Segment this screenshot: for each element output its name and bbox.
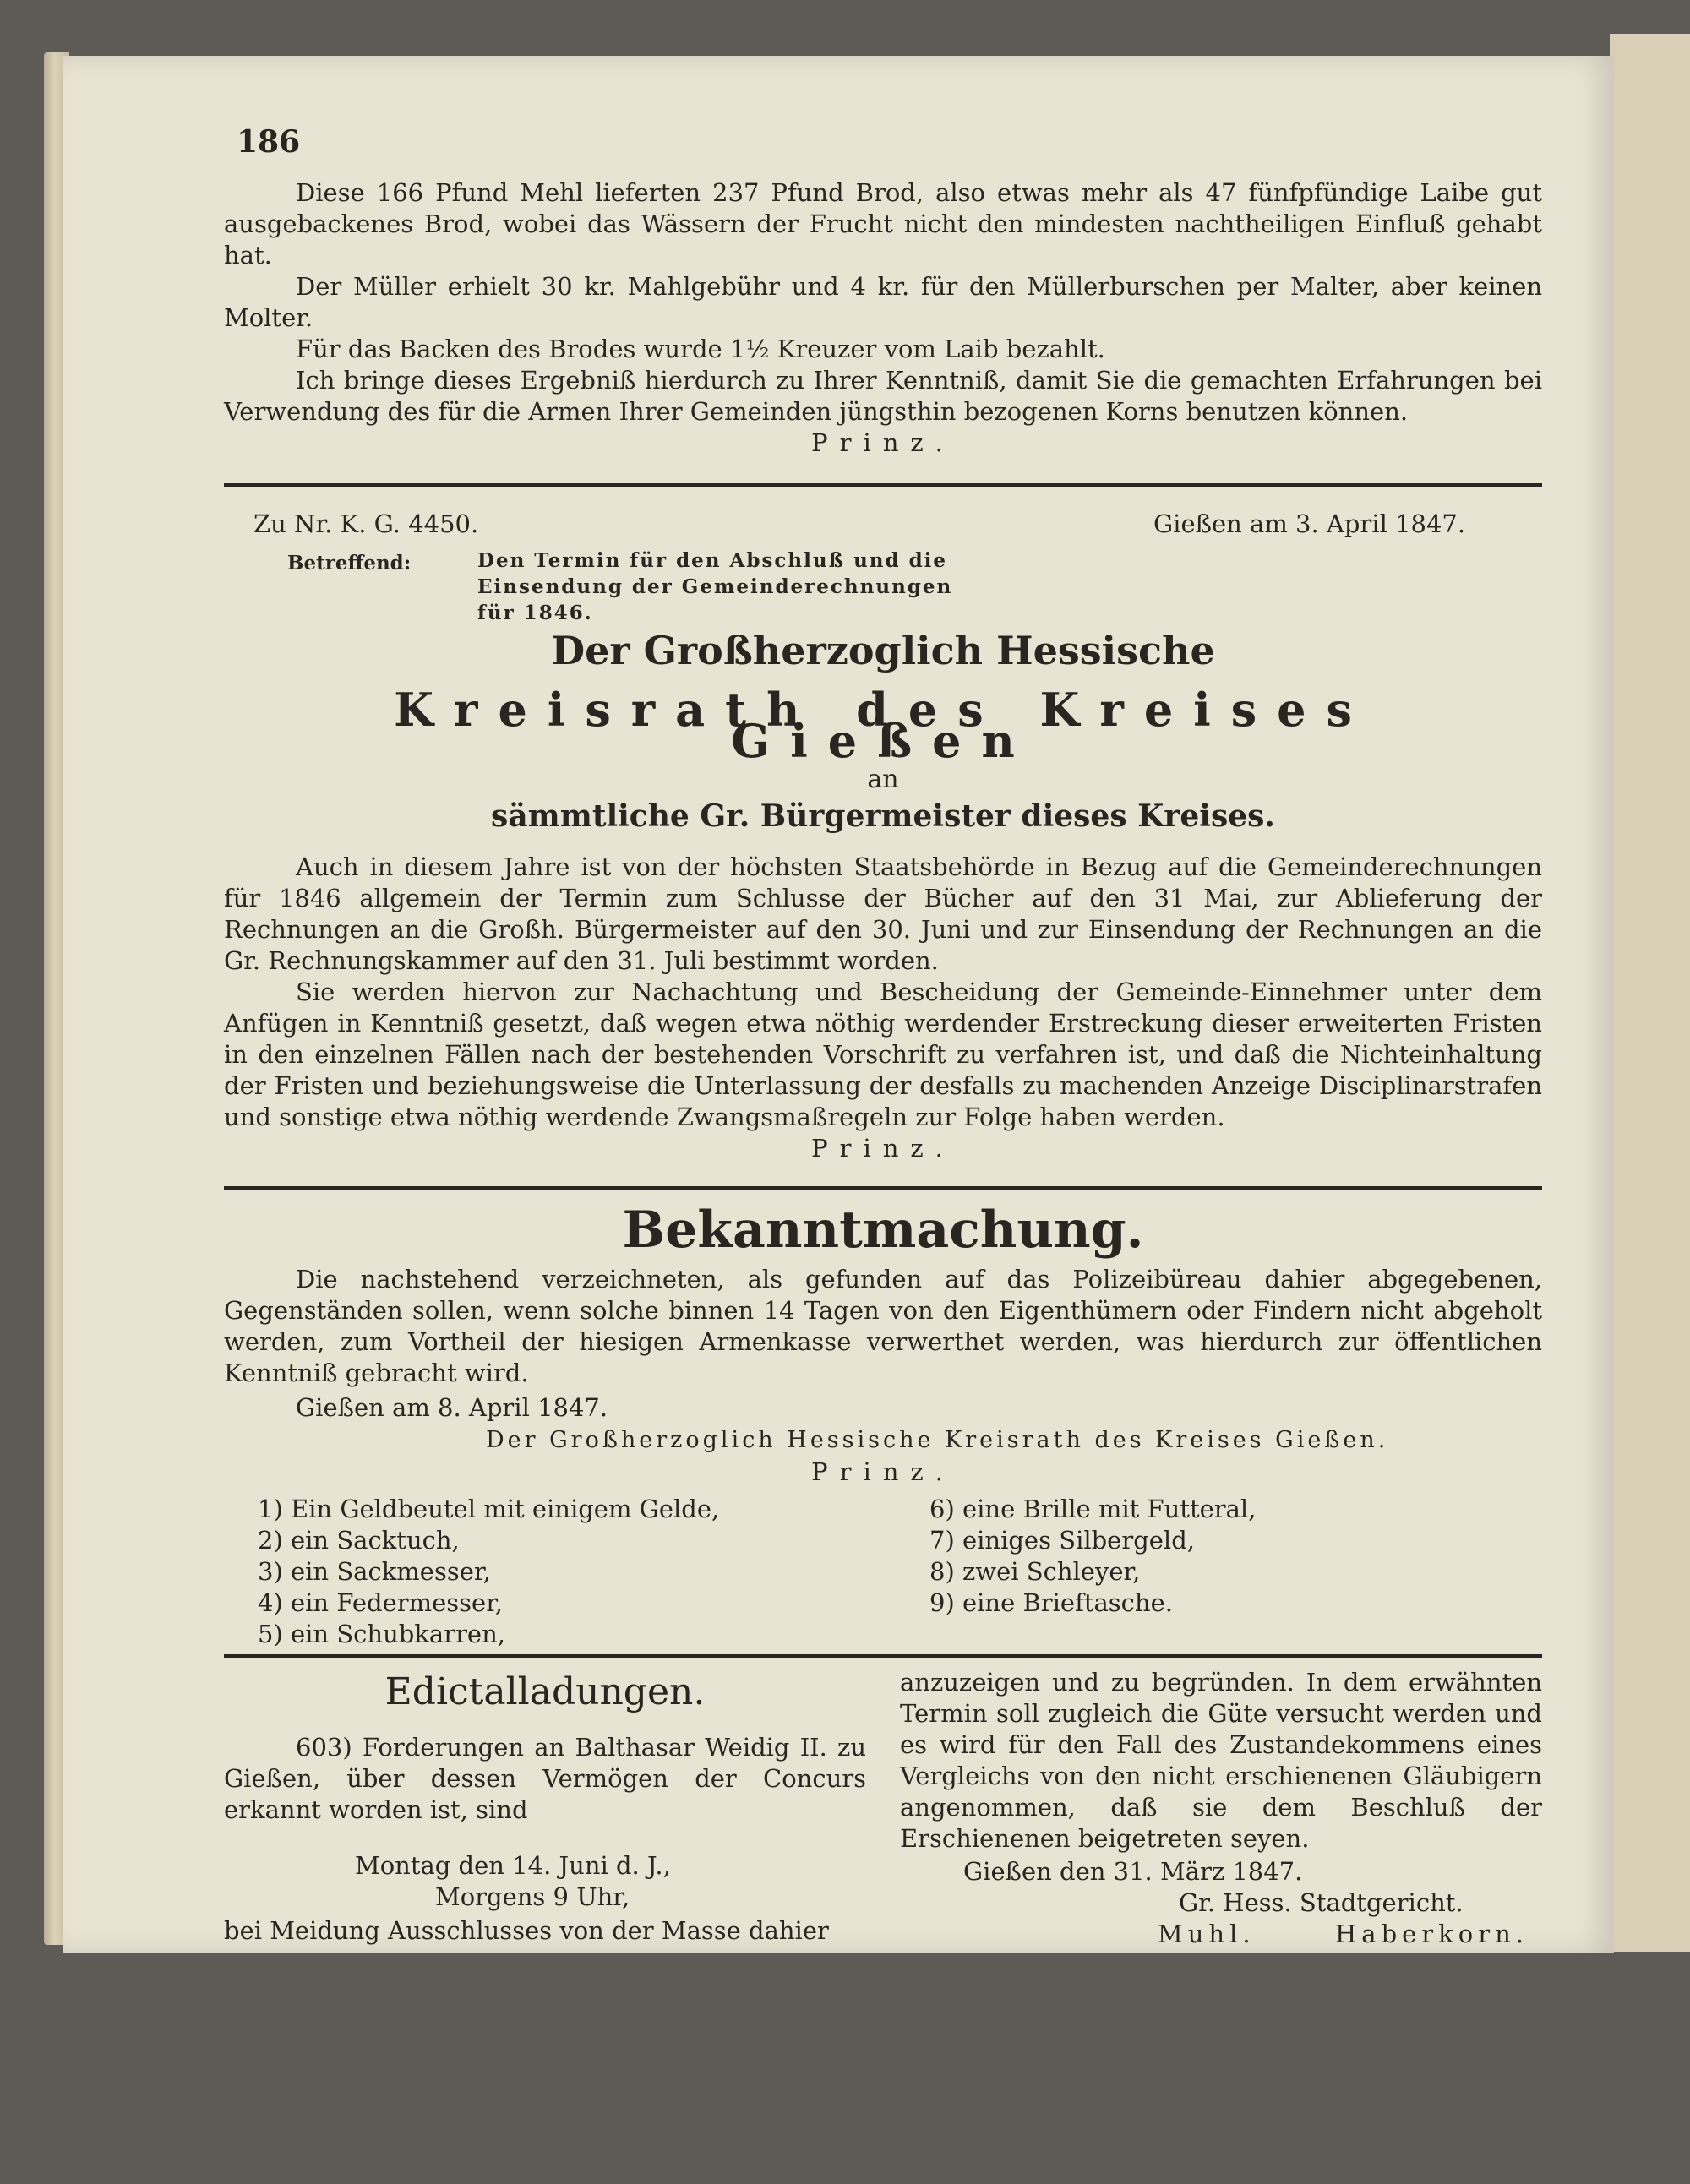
page-content: [165, 59, 1542, 1948]
notice3-left-end: bei Meidung Ausschlusses von der Masse dahier: [224, 1916, 829, 1945]
list-item: 6) eine Brille mit Futteral,: [930, 1495, 1257, 1523]
list-item: 2) ein Sacktuch,: [258, 1526, 460, 1555]
notice-date: Gießen am 3. April 1847.: [1153, 509, 1466, 538]
list-item: 8) zwei Schleyer,: [930, 1557, 1141, 1586]
notice3-signature-1: Muhl.: [1158, 1920, 1256, 1948]
notice2-authority: Der Großherzoglich Hessische Kreisrath des Kreises Gießen.: [486, 1427, 1389, 1453]
notice3-signature-2: Haberkorn.: [1335, 1920, 1529, 1948]
notice2-body: [224, 1264, 1542, 1389]
divider-rule: [224, 1654, 1542, 1658]
notice2-paragraph: Die nachstehend verzeichneten, als gefunden auf das Polizeibüreau dahier abgegebenen, Gegenständen sollen, wenn solche binnen 14 Tagen von den Eigenthümern oder Findern nicht abgeholt werden, zum Vortheil der hiesigen Armenkasse verwerthet werden, was hierdurch zur öffentlichen Kenntniß gebracht wird.: [224, 1265, 1542, 1387]
top-signature: Prinz.: [811, 428, 955, 457]
list-item: 7) einiges Silbergeld,: [930, 1526, 1195, 1555]
notice3-right-column: [900, 1667, 1542, 1854]
subject-text: Den Termin für den Abschluß und die Einsendung der Gemeinderechnungen für 1846.: [477, 549, 953, 624]
top-paragraph-3: Für das Backen des Brodes wurde 1½ Kreuzer vom Laib bezahlt.: [296, 335, 1105, 363]
notice1-signature: Prinz.: [811, 1134, 955, 1163]
notice2-place-date: Gießen am 8. April 1847.: [296, 1393, 608, 1422]
heading-authority: Der Großherzoglich Hessische: [551, 628, 1215, 673]
notice2-signature: Prinz.: [811, 1457, 955, 1486]
top-paragraph-1: Diese 166 Pfund Mehl lieferten 237 Pfund Brod, also etwas mehr als 47 fünfpfündige Laibe gut ausgebackenes Brod, wobei das Wässern der Frucht nicht den mindesten nachtheiligen Einfluß gehabt hat.: [224, 178, 1542, 270]
bekanntmachung-title: Bekanntmachung.: [622, 1201, 1144, 1260]
top-paragraph-4: Ich bringe dieses Ergebniß hierdurch zu Ihrer Kenntniß, damit Sie die gemachten Erfahrungen bei Verwendung des für die Armen Ihrer Gemeinden jüngsthin bezogenen Korns benutzen können.: [224, 366, 1542, 426]
notice1-paragraph-2: Sie werden hiervon zur Nachachtung und Bescheidung der Gemeinde-Einnehmer unter dem Anfügen in Kenntniß gesetzt, daß wegen etwa nöthig werdender Erstreckung dieser erweiterten Fristen in den einzelnen Fällen nach der bestehenden Vorschrift zu verfahren ist, und daß die Nichteinhaltung der Fristen und beziehungsweise die Unterlassung der desfalls zu machenden Anzeige Disciplinarstrafen und sonstige etwa nöthig werdende Zwangsmaßregeln zur Folge haben werden.: [224, 978, 1542, 1131]
heading-kreisrath: Kreisrath des Kreises Gießen: [394, 683, 1372, 768]
top-section: [224, 177, 1542, 459]
notice-reference: Zu Nr. K. G. 4450.: [254, 509, 479, 538]
edictalladungen-title: Edictalladungen.: [384, 1670, 706, 1713]
divider-rule: [224, 1186, 1542, 1190]
heading-recipients: sämmtliche Gr. Bürgermeister dieses Kreises.: [491, 798, 1275, 834]
list-item: 4) ein Federmesser,: [258, 1588, 504, 1617]
subject-label: Betreffend:: [287, 552, 412, 575]
notice3-left-paragraph: 603) Forderungen an Balthasar Weidig II. zu Gießen, über dessen Vermögen der Concurs erkannt worden ist, sind: [224, 1733, 866, 1824]
heading-an: an: [867, 765, 899, 794]
facing-page: [1610, 34, 1690, 1952]
list-item: 1) Ein Geldbeutel mit einigem Gelde,: [258, 1495, 720, 1523]
page-number: 186: [237, 124, 301, 160]
notice3-place-date: Gießen den 31. März 1847.: [963, 1857, 1303, 1886]
list-item: 9) eine Brieftasche.: [930, 1588, 1173, 1617]
notice3-left-column: [224, 1732, 866, 1826]
notice3-date-line: Montag den 14. Juni d. J.,: [355, 1851, 671, 1880]
list-item: 3) ein Sackmesser,: [258, 1557, 491, 1586]
list-item: 5) ein Schubkarren,: [258, 1620, 505, 1648]
notice1-body: [224, 852, 1542, 1164]
notice1-paragraph-1: Auch in diesem Jahre ist von der höchsten Staatsbehörde in Bezug auf die Gemeinderechnungen für 1846 allgemein der Termin zum Schlusse der Bücher auf den 31 Mai, zur Ablieferung der Rechnungen an die Großh. Bürgermeister auf den 30. Juni und zur Einsendung der Rechnungen an die Gr. Rechnungskammer auf den 31. Juli bestimmt worden.: [224, 852, 1542, 975]
notice3-right-paragraph: anzuzeigen und zu begründen. In dem erwähnten Termin soll zugleich die Güte versucht werden und es wird für den Fall des Zustandekommens eines Vergleichs von den nicht erschienenen Gläubigern angenommen, daß sie dem Beschluß der Erschienenen beigetreten seyen.: [900, 1668, 1542, 1853]
top-paragraph-2: Der Müller erhielt 30 kr. Mahlgebühr und 4 kr. für den Müllerburschen per Malter, aber keinen Molter.: [224, 272, 1542, 332]
notice3-time-line: Morgens 9 Uhr,: [435, 1882, 630, 1911]
divider-rule: [224, 483, 1542, 487]
notice3-court: Gr. Hess. Stadtgericht.: [1179, 1888, 1464, 1917]
